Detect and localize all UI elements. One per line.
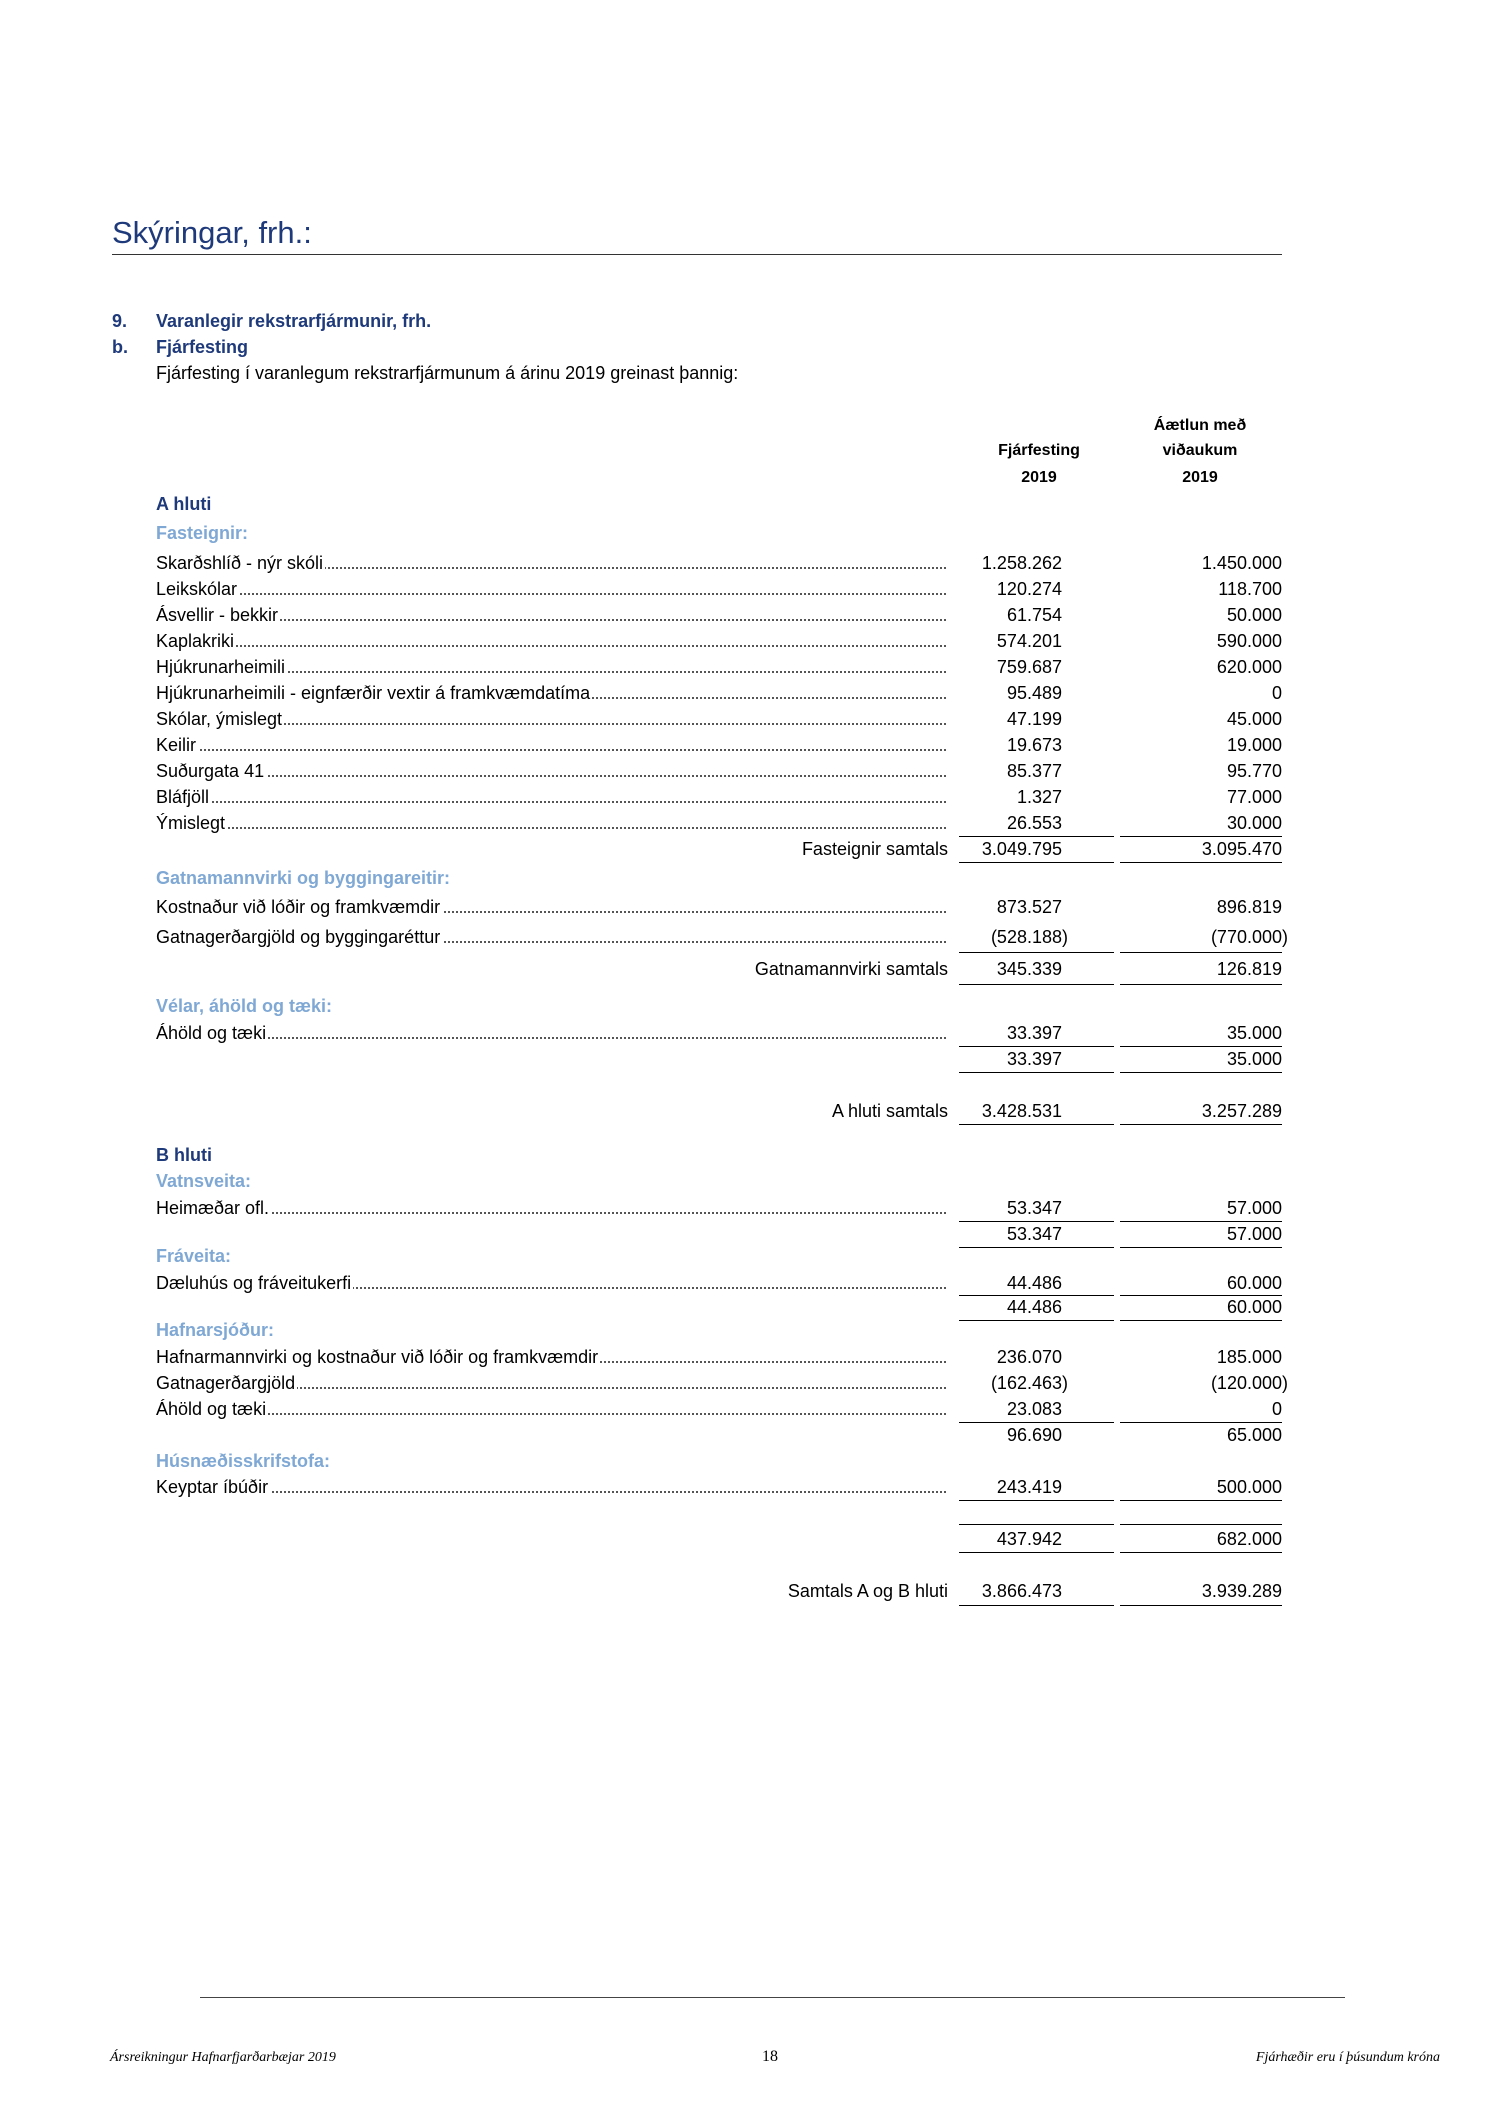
rule <box>1120 1247 1282 1248</box>
page-title: Skýringar, frh.: <box>112 215 312 250</box>
hafnarsjodur-heading: Hafnarsjóður: <box>156 1320 275 1340</box>
rule <box>1120 1524 1282 1525</box>
footer-right: Fjárhæðir eru í þúsundum króna <box>1255 2050 1440 2065</box>
section-number: 9. <box>112 311 128 331</box>
subtotal-row: Fasteignir samtals 3.049.795 3.095.470 <box>801 839 1282 859</box>
rule <box>959 952 1114 953</box>
table-row: Skarðshlíð - nýr skóli 1.258.262 1.450.000 <box>156 550 1282 576</box>
a-hluti-total-row: A hluti samtals 3.428.531 3.257.289 <box>831 1101 1282 1121</box>
table-row: Bláfjöll 1.327 77.000 <box>156 784 1282 810</box>
table-row: Kaplakriki 574.201 590.000 <box>156 628 1282 654</box>
rule <box>1120 862 1282 863</box>
table-row: Kostnaður við lóðir og framkvæmdir 873.527 896.819 <box>156 894 1282 920</box>
col2-year: 2019 <box>1182 469 1218 486</box>
col1-header: Fjárfesting <box>998 442 1080 459</box>
a-hluti-heading: A hluti <box>156 494 212 514</box>
rule <box>959 1500 1114 1501</box>
footer-rule <box>200 1997 1345 1998</box>
table-row: Gatnagerðargjöld (162.463) (120.000) <box>156 1370 1282 1396</box>
section-title: Varanlegir rekstrarfjármunir, frh. <box>156 311 432 331</box>
rule <box>959 1605 1114 1606</box>
rule <box>959 1124 1114 1125</box>
table-row: Keyptar íbúðir 243.419 500.000 <box>156 1474 1282 1500</box>
velar-heading: Vélar, áhöld og tæki: <box>156 996 333 1016</box>
rule <box>1120 1124 1282 1125</box>
rule <box>1120 1320 1282 1321</box>
table-row: Hjúkrunarheimili - eignfærðir vextir á framkvæmdatíma 95.489 0 <box>156 680 1282 706</box>
table-row: Dæluhús og fráveitukerfi 44.486 60.000 <box>156 1270 1282 1296</box>
footer-left: Ársreikningur Hafnarfjarðarbæjar 2019 <box>110 2050 336 2065</box>
intro-text: Fjárfesting í varanlegum rekstrarfjármunum á árinu 2019 greinast þannig: <box>156 363 739 383</box>
rule <box>1120 1605 1282 1606</box>
subsection-letter: b. <box>112 337 128 357</box>
subsection-title: Fjárfesting <box>156 337 249 357</box>
table-row: Áhöld og tæki 33.397 35.000 <box>156 1020 1282 1046</box>
title-rule <box>112 254 1282 255</box>
rule <box>959 1552 1114 1553</box>
b-hluti-heading: B hluti <box>156 1145 212 1165</box>
rule <box>959 1072 1114 1073</box>
table-row: Áhöld og tæki 23.083 0 <box>156 1396 1282 1422</box>
rule <box>1120 1072 1282 1073</box>
grand-total-row: Samtals A og B hluti 3.866.473 3.939.289 <box>787 1581 1282 1601</box>
table-row: Gatnagerðargjöld og byggingaréttur (528.188) (770.000) <box>156 924 1282 950</box>
vatnsveita-heading: Vatnsveita: <box>156 1171 252 1191</box>
rule <box>959 1247 1114 1248</box>
rule <box>1120 952 1282 953</box>
fasteignir-heading: Fasteignir: <box>156 523 249 543</box>
rule <box>1120 1552 1282 1553</box>
subtotal-row: 96.690 65.000 <box>1006 1425 1282 1445</box>
table-row: Leikskólar 120.274 118.700 <box>156 576 1282 602</box>
husnaedi-heading: Húsnæðisskrifstofa: <box>156 1451 331 1471</box>
table-row: Ásvellir - bekkir 61.754 50.000 <box>156 602 1282 628</box>
table-row: Hjúkrunarheimili 759.687 620.000 <box>156 654 1282 680</box>
gatnamannvirki-heading: Gatnamannvirki og byggingareitir: <box>156 868 451 888</box>
subtotal-row: 44.486 60.000 <box>1006 1297 1282 1317</box>
page-number: 18 <box>762 2048 778 2065</box>
col2-header-line2: viðaukum <box>1162 442 1238 459</box>
rule <box>959 1524 1114 1525</box>
table-row: Keilir 19.673 19.000 <box>156 732 1282 758</box>
subtotal-row: Gatnamannvirki samtals 345.339 126.819 <box>754 959 1282 979</box>
table-row: Skólar, ýmislegt 47.199 45.000 <box>156 706 1282 732</box>
subtotal-row: 53.347 57.000 <box>1006 1224 1282 1244</box>
rule <box>959 984 1114 985</box>
fraveita-heading: Fráveita: <box>156 1246 232 1266</box>
table-row: Heimæðar ofl. 53.347 57.000 <box>156 1195 1282 1221</box>
rule <box>1120 1500 1282 1501</box>
col1-year: 2019 <box>1021 469 1057 486</box>
table-row: Hafnarmannvirki og kostnaður við lóðir og framkvæmdir 236.070 185.000 <box>156 1344 1282 1370</box>
table-row: Suðurgata 41 85.377 95.770 <box>156 758 1282 784</box>
table-row: Ýmislegt 26.553 30.000 <box>156 810 1282 836</box>
rule <box>959 1320 1114 1321</box>
subtotal-row: 33.397 35.000 <box>1006 1049 1282 1069</box>
rule <box>959 862 1114 863</box>
rule <box>1120 984 1282 985</box>
col2-header-line1: Áætlun með <box>1153 417 1247 434</box>
b-hluti-total-row: 437.942 682.000 <box>996 1529 1282 1549</box>
